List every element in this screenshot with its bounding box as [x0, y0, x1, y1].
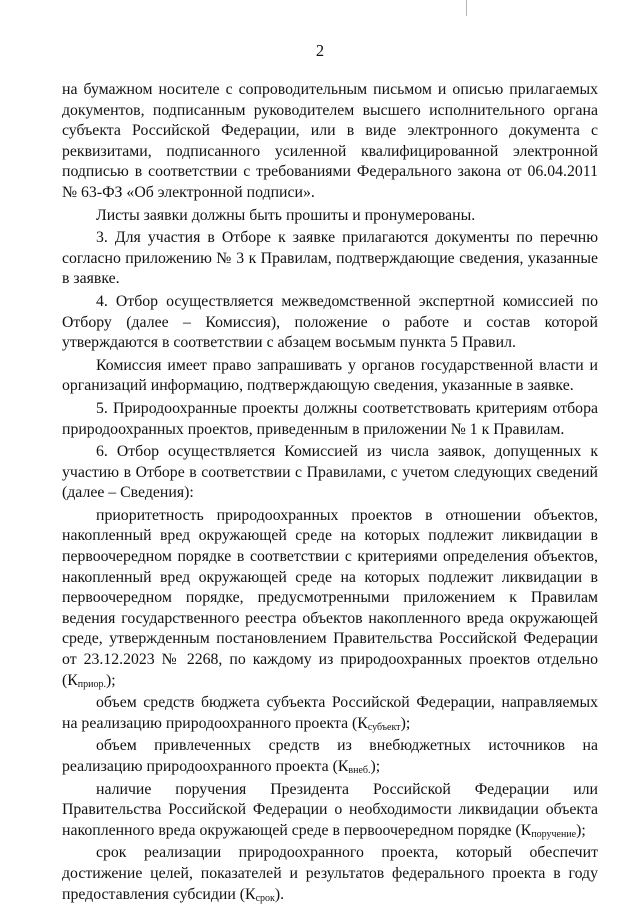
paragraph-continuation: на бумажном носителе с сопроводительным письмом и описью прилагаемых документов, подписанным руководителем высшего исполнительного органа субъекта Российской Федерации, или в виде электронного документа с реквизитами, подписанного усиленной квалифицированной электронной подписью в соответствии с требованиями Федерального закона от 06.04.2011 № 63-ФЗ «Об электронной подписи». [62, 81, 598, 201]
scan-edge-mark [466, 0, 467, 16]
page-number: 2 [315, 41, 325, 60]
paragraph-item-4: 4. Отбор осуществляется межведомственной экспертной комиссией по Отбору (далее – Комиссия), положение о работе и состав которой утверждаются в соответствии с абзацем восьмым пункта 5 Правил. [62, 292, 598, 352]
paragraph-priority: приоритетность природоохранных проектов в отношении объектов, накопленный вред окружающей среде на которых подлежит ликвидации в первоочередном порядке в соответствии с критериями определения объектов, накопленный вред окружающей среде на которых подлежит ликвидации в первоочередном порядке, предусмотренными приложением к Правилам ведения государственного реестра объектов накопленного вреда окружающей среде, утвержденным постановлением Правительства Российской Федерации от 23.12.2023 № 2268, по каждому из природоохранных проектов отдельно $(К_{приор.})$; [62, 506, 598, 690]
paragraph-commission-rights: Комиссия имеет право запрашивать у органов государственной власти и организаций информацию, подтверждающую сведения, указанные в заявке. [62, 356, 598, 395]
paragraph-term: срок реализации природоохранного проекта, который обеспечит достижение целей, показателей и результатов федерального проекта в году предоставления субсидии $(К_{срок})$. [62, 844, 598, 904]
paragraph-instruction: наличие поручения Президента Российской Федерации или Правительства Российской Федерации о необходимости ликвидации объекта накопленного вреда окружающей среде в первоочередном порядке $(К_{поручение})$; [62, 780, 598, 840]
paragraph-offbudget-funds: объем привлеченных средств из внебюджетных источников на реализацию природоохранного проекта $(К_{внеб.})$; [62, 737, 598, 776]
document-body [62, 80, 598, 907]
paragraph-item-5: 5. Природоохранные проекты должны соответствовать критериям отбора природоохранных проектов, приведенным в приложении № 1 к Правилам. [62, 399, 598, 438]
paragraph-budget-funds: объем средств бюджета субъекта Российской Федерации, направляемых на реализацию природоохранного проекта $(К_{субъект})$; [62, 694, 598, 733]
paragraph-item-6: 6. Отбор осуществляется Комиссией из числа заявок, допущенных к участию в Отборе в соответствии с Правилами, с учетом следующих сведений (далее – Сведения): [62, 443, 598, 502]
paragraph-sheets: Листы заявки должны быть прошиты и пронумерованы. [96, 206, 476, 224]
paragraph-item-3: 3. Для участия в Отборе к заявке прилагаются документы по перечню согласно приложению № 3 к Правилам, подтверждающие сведения, указанные в заявке. [62, 229, 598, 288]
